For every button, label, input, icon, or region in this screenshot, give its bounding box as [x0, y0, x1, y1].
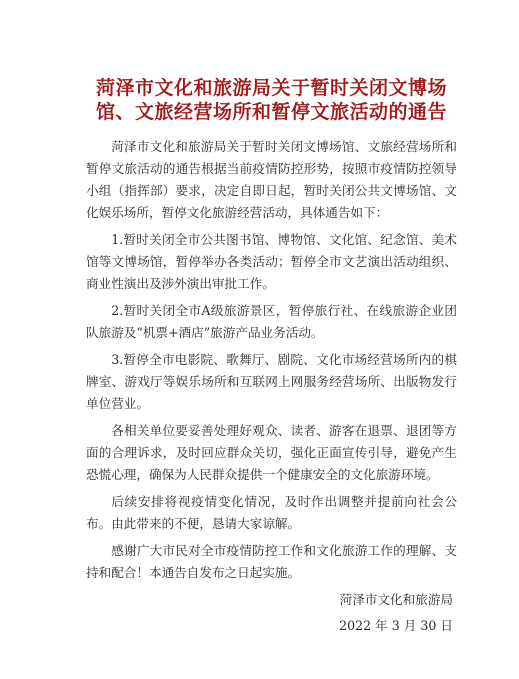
title-line-2: 馆、文旅经营场所和暂停文旅活动的通告 [95, 101, 447, 123]
issuer-signature: 菏泽市文化和旅游局 [339, 592, 453, 607]
follow-up-paragraph: 后续安排将视疫情变化情况，及时作出调整并提前向社会公布。由此带来的不便，恳请大家谅解。 [86, 494, 457, 531]
intro-paragraph: 菏泽市文化和旅游局关于暂时关闭文博场馆、文旅经营场所和暂停文旅活动的通告根据当前疫情防控形势，按照市疫情防控领导小组（指挥部）要求，决定自即日起，暂时关闭公共文博场馆、文化娱乐场所，暂停文化旅游经营活动，具体通告如下： [86, 139, 457, 220]
title-line-1: 菏泽市文化和旅游局关于暂时关闭文博场 [95, 77, 447, 99]
item-3-paragraph: 3.暂停全市电影院、歌舞厅、剧院、文化市场经营场所内的棋牌室、游戏厅等娱乐场所和互联网上网服务经营场所、出版物发行单位营业。 [86, 352, 457, 411]
item-2-paragraph: 2.暂时关闭全市A级旅游景区，暂停旅行社、在线旅游企业团队旅游及“机票+酒店”旅游产品业务活动。 [86, 303, 457, 340]
item-1-paragraph: 1.暂时关闭全市公共图书馆、博物馆、文化馆、纪念馆、美术馆等文博场馆，暂停举办各类活动；暂停全市文艺演出活动组织、商业性演出及涉外演出审批工作。 [86, 232, 457, 291]
requirements-paragraph: 各相关单位要妥善处理好观众、读者、游客在退票、退团等方面的合理诉求，及时回应群众关切，强化正面宣传引导，避免产生恐慌心理，确保为人民群众提供一个健康安全的文化旅游环境。 [86, 423, 457, 482]
thanks-paragraph: 感谢广大市民对全市疫情防控工作和文化旅游工作的理解、支持和配合！本通告自发布之日起实施。 [86, 543, 457, 580]
issue-date: 2022 年 3 月 30 日 [339, 618, 453, 633]
notice-title [86, 76, 457, 124]
